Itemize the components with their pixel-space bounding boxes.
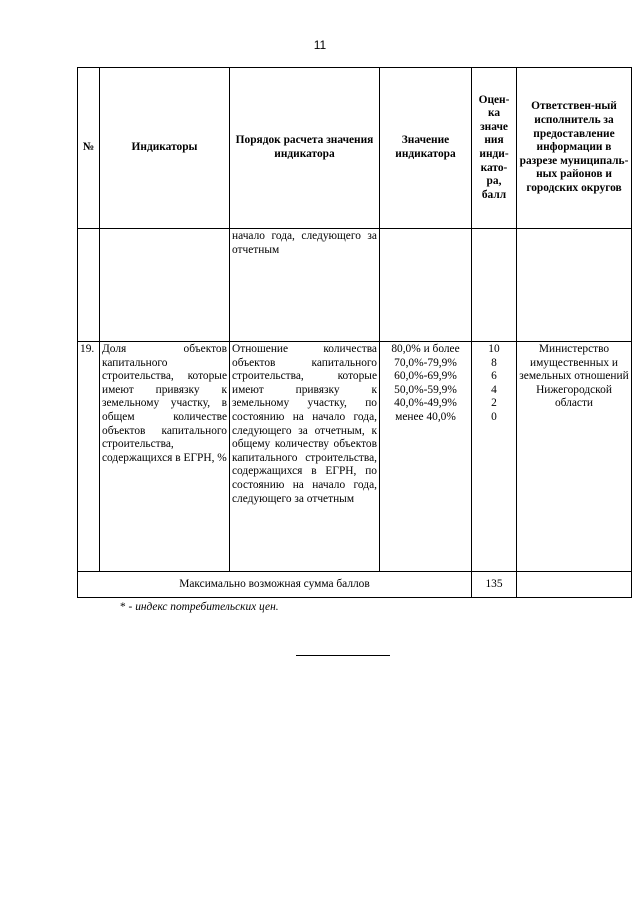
calculation-method-text: Отношение количества объектов капитального строительства, которые имеют привязку к земельному участку, по состоянию на начало года, следующего за отчетным, к общему количеству объектов капитального строительства, содержащихся в ЕГРН, по состоянию на начало года, следующего за отчетным: [230, 342, 380, 572]
header-score: Оцен-ка значе ния инди-като-ра, балл: [472, 68, 517, 229]
responsible-text: Министерство имущественных и земельных отношений Нижегородской области: [517, 342, 632, 572]
footnote: [120, 601, 279, 613]
score-value: 6: [491, 370, 497, 383]
header-number: №: [78, 68, 100, 229]
score-value: 8: [491, 356, 497, 369]
header-calculation-method: Порядок расчета значения индикатора: [230, 68, 380, 229]
score-value: 0: [491, 410, 497, 423]
row-number: 19.: [78, 342, 100, 572]
score-value: 2: [491, 397, 497, 410]
total-value: 135: [472, 572, 517, 598]
end-divider: [296, 655, 390, 656]
value-range: 40,0%-49,9%: [394, 397, 457, 410]
footnote-marker: * -: [120, 601, 136, 613]
header-row: [78, 68, 632, 229]
total-label: Максимально возможная сумма баллов: [78, 572, 472, 598]
continuation-text: начало года, следующего за отчетным: [230, 229, 380, 342]
header-responsible: Ответствен-ный исполнитель за предоставление информации в разрезе муниципаль-ных районов и городских округов: [517, 68, 632, 229]
scores-cell: [472, 342, 517, 572]
footnote-text: индекс потребительских цен.: [135, 601, 279, 613]
score-value: 10: [488, 343, 500, 355]
value-range: 50,0%-59,9%: [394, 383, 457, 396]
total-row: [78, 572, 632, 598]
value-range: менее 40,0%: [395, 410, 456, 423]
value-ranges-cell: [380, 342, 472, 572]
value-range: 80,0% и более: [391, 343, 460, 355]
table-row-19: [78, 342, 632, 572]
value-range: 70,0%-79,9%: [394, 356, 457, 369]
indicators-table: [77, 67, 632, 598]
table-row-continuation: [78, 229, 632, 342]
header-indicator-value: Значение индикатора: [380, 68, 472, 229]
indicator-text: Доля объектов капитального строительства, которые имеют привязку к земельному участку, в общем количестве объектов капитального строительства, содержащихся в ЕГРН, %: [100, 342, 230, 572]
score-value: 4: [491, 383, 497, 396]
value-range: 60,0%-69,9%: [394, 370, 457, 383]
page-number: 11: [313, 38, 327, 52]
header-indicator: Индикаторы: [100, 68, 230, 229]
